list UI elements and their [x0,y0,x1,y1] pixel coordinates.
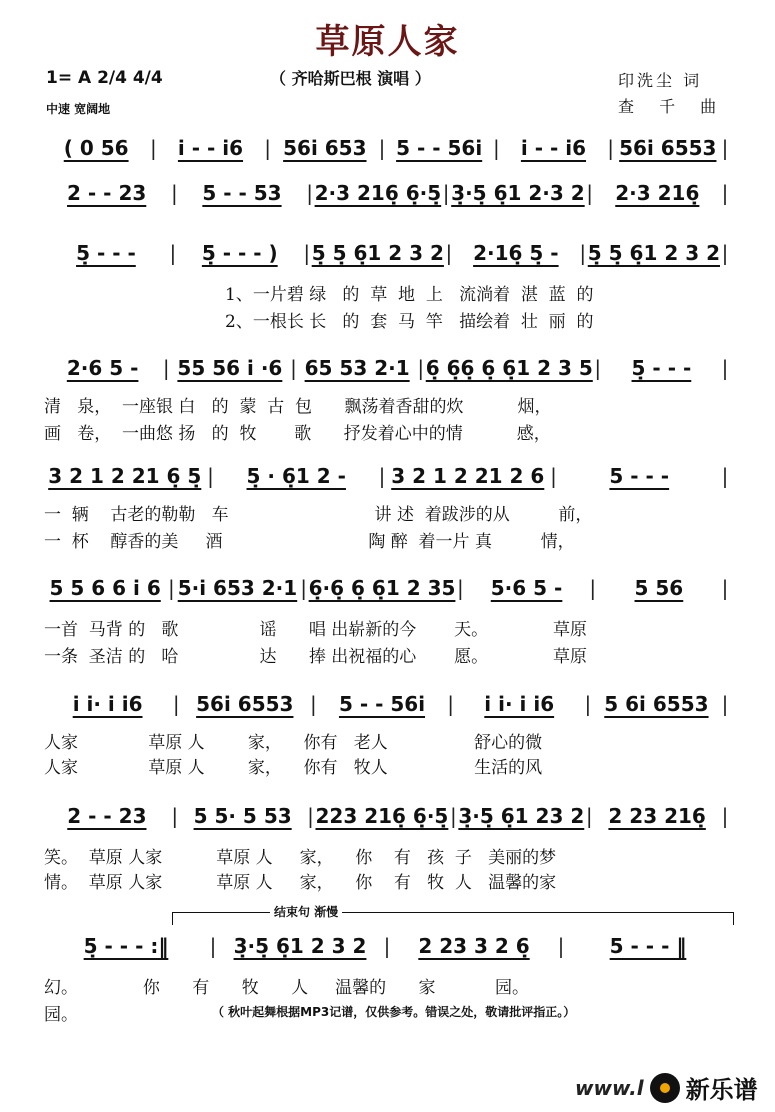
bar-line: | [172,692,180,716]
measure: 5 56 [634,576,684,600]
tempo-marking: 中速 宽阔地 [46,102,111,116]
bar-line: | [721,136,729,160]
measure: 5̣ - - - [631,356,692,380]
measure: 65 53 2·1 [304,356,410,380]
bar-line: | [209,934,217,958]
bar-line: | [162,356,170,380]
bar-line: | [594,356,602,380]
bar-line: | [171,804,179,828]
measure: 2·3 216̣ 6̣·5̣ [314,181,442,205]
bar-line: | [457,576,464,600]
bar-line: | [492,136,500,160]
measure: 2 - - 23 [67,804,147,828]
lyric-line: 笑。 草原 人家 草原 人 家， 你 有 孩 子 美丽的梦 [44,848,557,868]
measure: 5̣ - - - [76,241,136,265]
measure: 55 56 i̇ ·6 [177,356,283,380]
measure: 5 - - - [609,464,670,488]
bar-line: | [447,692,454,716]
measure: 56i̇ 6553 [196,692,294,716]
bar-line: | [442,181,450,205]
bar-line: | [264,136,272,160]
bar-line: | [607,136,615,160]
lyric-line: 画 卷， 一曲悠 扬 的 牧 歌 抒发着心中的情 感， [44,424,551,444]
measure: 3 2 1 2 21 2 6 [391,464,545,488]
bar-line: | [586,181,594,205]
lyric-line: 1、一片碧 绿 的 草 地 上 流淌着 湛 蓝 的 [225,285,594,305]
measure: 5 - - 53 [202,181,282,205]
bar-line: | [721,241,729,265]
bar-line: | [378,464,386,488]
lyric-line: 人家 草原 人 家， 你有 牧人 生活的风 [44,758,543,778]
bar-line: | [721,804,729,828]
measure: 2·16̣ 5̣ - [473,241,559,265]
notation-row [44,576,730,600]
bar-line: | [721,356,729,380]
notation-row [44,804,730,828]
measure: 56i̇ 6553 [619,136,717,160]
notation-row [44,356,730,380]
measure: 3̣·5̣ 6̣1 2 3 2 [233,934,367,958]
measure: 223 216̣ 6̣·5̣ [315,804,449,828]
bar-line: | [721,464,729,488]
bar-line: | [721,576,729,600]
bar-line: | [721,181,729,205]
bar-line: | [307,804,314,828]
bar-line: | [445,241,453,265]
lyric-line: 一首 马背 的 歌 谣 唱 出崭新的今 天。 草原 [44,620,587,640]
bar-line: | [170,181,178,205]
measure: 5̣ 5̣ 6̣1 2 3 2 [311,241,444,265]
bar-line: | [584,692,592,716]
bar-line: | [290,356,297,380]
watermark-logo [575,1070,758,1105]
bar-line: | [149,136,157,160]
lyric-line: 人家 草原 人 家， 你有 老人 舒心的微 [44,733,543,753]
composer-credit: 查 千 曲 [618,97,727,116]
bar-line: | [721,692,729,716]
notation-row [44,692,730,716]
measure: i̇ - - i̇6 [520,136,587,160]
measure: 3̣·5̣ 6̣1 2·3 2 [451,181,585,205]
lyric-line: 一条 圣洁 的 哈 达 捧 出祝福的心 愿。 草原 [44,647,587,667]
measure: 2 - - 23 [67,181,147,205]
measure: 3̣·5̣ 6̣1 23 2 [458,804,585,828]
measure: 56i̇ 653 [283,136,367,160]
measure: i̇ i̇· i̇ i̇6 [72,692,143,716]
measure: 6̣ 6̣6̣ 6̣ 6̣1 2 3 5 [425,356,593,380]
measure: 5̣ · 6̣1 2 - [246,464,346,488]
notation-row [44,136,730,160]
bar-line: | [585,804,593,828]
bar-line: | [310,692,317,716]
lyric-line: 一 辆 古老的勒勒 车 讲 述 着跋涉的从 前， [44,505,593,525]
measure: 2 23 3 2 6̣ [418,934,530,958]
key-signature: 1= A 2/4 4/4 [46,68,163,88]
measure: 5·6 5 - [490,576,563,600]
notation-row [44,241,730,265]
bar-line: | [300,576,307,600]
bar-line: | [207,464,214,488]
song-title: 草原人家 [315,22,460,62]
measure: 5 5 6 6 i̇ 6 [49,576,161,600]
bar-line: | [557,934,565,958]
measure: 6̣·6̣ 6̣ 6̣1 2 35 [308,576,456,600]
bar-line: | [449,804,457,828]
measure: 5̣ - - - ) [201,241,278,265]
measure: 5·i̇ 653 2·1 [177,576,298,600]
notation-row [44,464,730,488]
ending-bracket [172,912,734,925]
bar-line: | [579,241,587,265]
bar-line: | [169,241,177,265]
lyricist-credit: 印洗尘 词 [618,71,703,90]
record-disc-icon [650,1073,680,1103]
measure: ( 0 56 [63,136,129,160]
measure: 5 - - 56i̇ [338,692,426,716]
measure: 5 6i̇ 6553 [604,692,709,716]
bar-line: | [589,576,597,600]
singer-credit: （ 齐哈斯巴根 演唱 ） [270,69,431,88]
lyric-line: 2、一根长 长 的 套 马 竿 描绘着 壮 丽 的 [225,312,594,332]
bar-line: | [306,181,313,205]
measure: 5 - - 56i̇ [396,136,483,160]
bar-line: | [383,934,391,958]
measure: 5 - - - ‖ [609,934,687,958]
lyric-line: 清 泉， 一座银 白 的 蒙 古 包 飘荡着香甜的炊 烟， [44,397,552,417]
lyric-line: 园。 [44,1005,78,1025]
measure: 5̣ 5̣ 6̣1 2 3 2 [587,241,720,265]
lyric-line: 一 杯 醇香的美 酒 陶 醉 着一片 真 情， [44,532,575,552]
watermark-url: www.l [575,1075,644,1100]
ending-label: 结束句 渐慢 [270,903,342,920]
bar-line: | [303,241,311,265]
bar-line: | [167,576,175,600]
measure: i̇ - - i̇6 [177,136,244,160]
measure: 3 2 1 2 21 6̣ 5̣ [48,464,202,488]
transcription-note: （ 秋叶起舞根据MP3记谱，仅供参考。错误之处，敬请批评指正。） [212,1005,576,1019]
bar-line: | [550,464,557,488]
bar-line: | [417,356,425,380]
lyric-line: 情。 草原 人家 草原 人 家， 你 有 牧 人 温馨的家 [44,873,557,893]
measure: i̇ i̇· i̇ i̇6 [484,692,555,716]
notation-row [44,934,730,958]
lyric-line: 幻。 你 有 牧 人 温馨的 家 园。 [44,978,529,998]
notation-row [44,181,730,205]
measure: 2·3 216̣ [615,181,700,205]
measure: 2·6 5 - [66,356,139,380]
measure: 5 5· 5 53 [193,804,292,828]
watermark-brand: 新乐谱 [685,1076,758,1104]
measure: 5̣ - - - :‖ [83,934,169,958]
measure: 2 23 216̣ [608,804,706,828]
bar-line: | [378,136,386,160]
